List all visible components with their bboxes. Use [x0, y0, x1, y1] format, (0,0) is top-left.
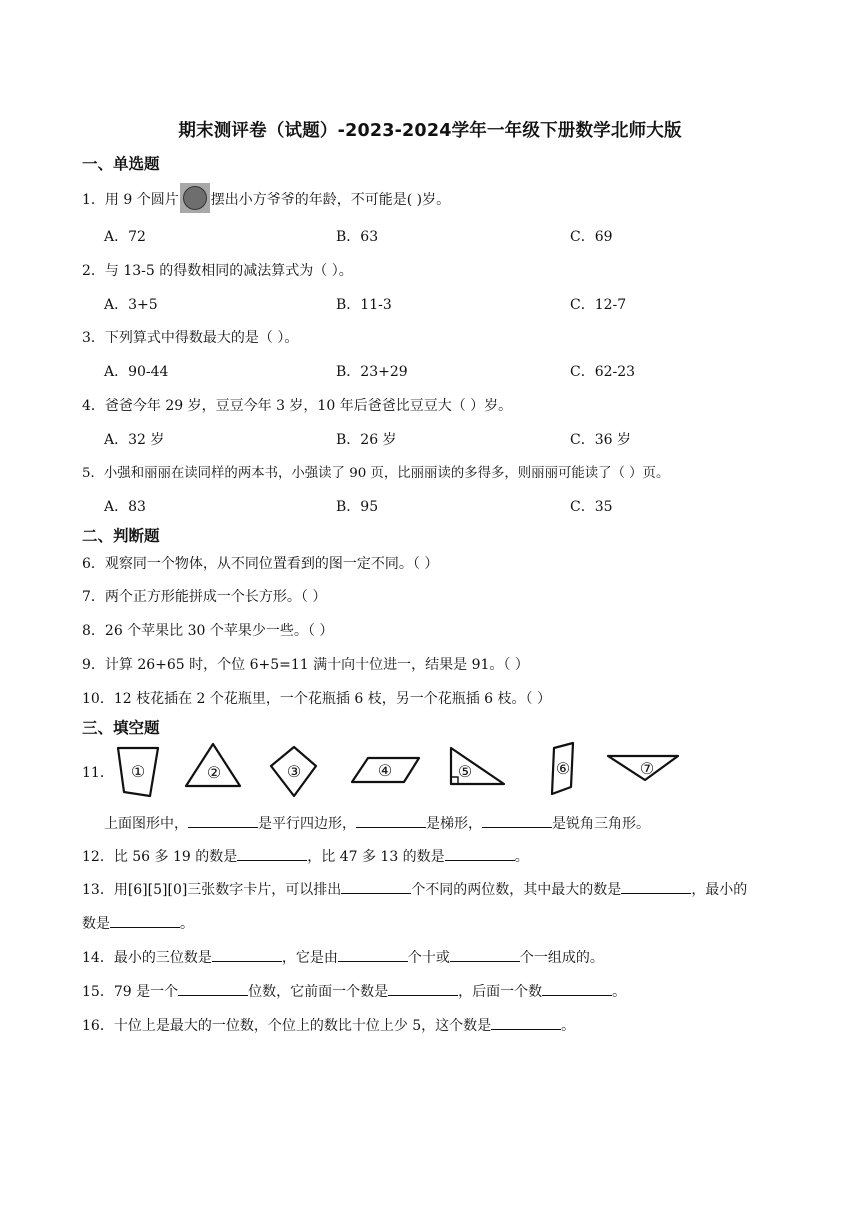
question-14: 14．最小的三位数是 ，它是由 个十或 个一组成的。 [82, 947, 604, 967]
q1-text-pre: 用 9 个圆片 [104, 192, 179, 208]
answer-blank[interactable] [450, 947, 520, 962]
answer-blank[interactable] [237, 846, 307, 861]
question-13: 13．用[6][5][0]三张数字卡片，可以排出 个不同的两位数，其中最大的数是 ，最小的 [82, 879, 747, 899]
q4-option-b[interactable]: B．26 岁 [336, 432, 397, 448]
q2-option-b[interactable]: B．11-3 [336, 297, 392, 313]
q11-number: 11． [82, 765, 114, 781]
question-16: 16．十位上是最大的一位数，个位上的数比十位上少 5，这个数是 。 [82, 1015, 575, 1035]
geometric-shapes-figure [108, 740, 688, 802]
shape-4-label: ④ [377, 761, 393, 780]
shape-5-label: ⑤ [457, 762, 473, 781]
answer-blank[interactable] [445, 846, 515, 861]
q1-option-c[interactable]: C．69 [570, 229, 613, 245]
answer-blank[interactable] [388, 981, 458, 996]
q4-option-c[interactable]: C．36 岁 [570, 432, 631, 448]
question-4: 4．爸爸今年 29 岁，豆豆今年 3 岁，10 年后爸爸比豆豆大（ ）岁。 [82, 398, 513, 414]
section-heading-true-false: 二、判断题 [82, 527, 160, 545]
question-9: 9．计算 26+65 时，个位 6+5=11 满十向十位进一，结果是 91。（ ） [82, 657, 529, 673]
section-heading-fill-in: 三、填空题 [82, 719, 160, 737]
answer-blank[interactable] [542, 981, 612, 996]
section-heading-single-choice: 一、单选题 [82, 155, 160, 173]
answer-blank[interactable] [491, 1015, 561, 1030]
question-7: 7．两个正方形能拼成一个长方形。（ ） [82, 589, 327, 605]
q3-option-b[interactable]: B．23+29 [336, 364, 408, 380]
answer-blank[interactable] [212, 947, 282, 962]
answer-blank[interactable] [188, 813, 258, 828]
question-15: 15．79 是一个 位数，它前面一个数是 ，后面一个数 。 [82, 981, 626, 1001]
question-8: 8．26 个苹果比 30 个苹果少一些。（ ） [82, 623, 334, 639]
answer-blank[interactable] [110, 913, 180, 928]
shape-3-label: ③ [286, 762, 302, 781]
question-2: 2．与 13-5 的得数相同的减法算式为（ ）。 [82, 263, 353, 279]
shape-6-label: ⑥ [555, 759, 571, 778]
question-5: 5．小强和丽丽在读同样的两本书，小强读了 90 页，比丽丽读的多得多，则丽丽可能读了（ ）页。 [82, 466, 670, 481]
question-10: 10．12 枝花插在 2 个花瓶里，一个花瓶插 6 枝，另一个花瓶插 6 枝。（ ） [82, 691, 551, 707]
shape-2-label: ② [206, 763, 222, 782]
q3-option-a[interactable]: A．90-44 [104, 364, 169, 380]
answer-blank[interactable] [482, 813, 552, 828]
shape-7-label: ⑦ [639, 759, 655, 778]
q3-option-c[interactable]: C．62-23 [570, 364, 636, 380]
question-13-cont: 数是 。 [82, 913, 194, 933]
shape-1-label: ① [130, 762, 146, 781]
q1-option-b[interactable]: B．63 [336, 229, 379, 245]
q1-number: 1． [82, 192, 105, 208]
question-1 [82, 185, 450, 215]
q5-option-b[interactable]: B．95 [336, 499, 379, 515]
q5-option-a[interactable]: A．83 [104, 499, 146, 515]
q2-option-c[interactable]: C．12-7 [570, 297, 627, 313]
q4-option-a[interactable]: A．32 岁 [104, 432, 165, 448]
answer-blank[interactable] [341, 879, 411, 894]
q5-option-c[interactable]: C．35 [570, 499, 613, 515]
answer-blank[interactable] [178, 981, 248, 996]
page-title: 期末测评卷（试题）-2023-2024学年一年级下册数学北师大版 [178, 121, 682, 141]
answer-blank[interactable] [338, 947, 408, 962]
question-6: 6．观察同一个物体，从不同位置看到的图一定不同。（ ） [82, 556, 439, 572]
coin-disc-icon [180, 183, 210, 213]
answer-blank[interactable] [356, 813, 426, 828]
question-3: 3．下列算式中得数最大的是（ ）。 [82, 330, 299, 346]
question-12: 12．比 56 多 19 的数是 ，比 47 多 13 的数是 。 [82, 846, 529, 866]
q1-text-post: 摆出小方爷爷的年龄，不可能是( )岁。 [210, 192, 451, 208]
answer-blank[interactable] [621, 879, 691, 894]
q2-option-a[interactable]: A．3+5 [104, 297, 158, 313]
question-11-text: 上面图形中， 是平行四边形， 是梯形， 是锐角三角形。 [104, 813, 650, 833]
q1-option-a[interactable]: A．72 [104, 229, 146, 245]
